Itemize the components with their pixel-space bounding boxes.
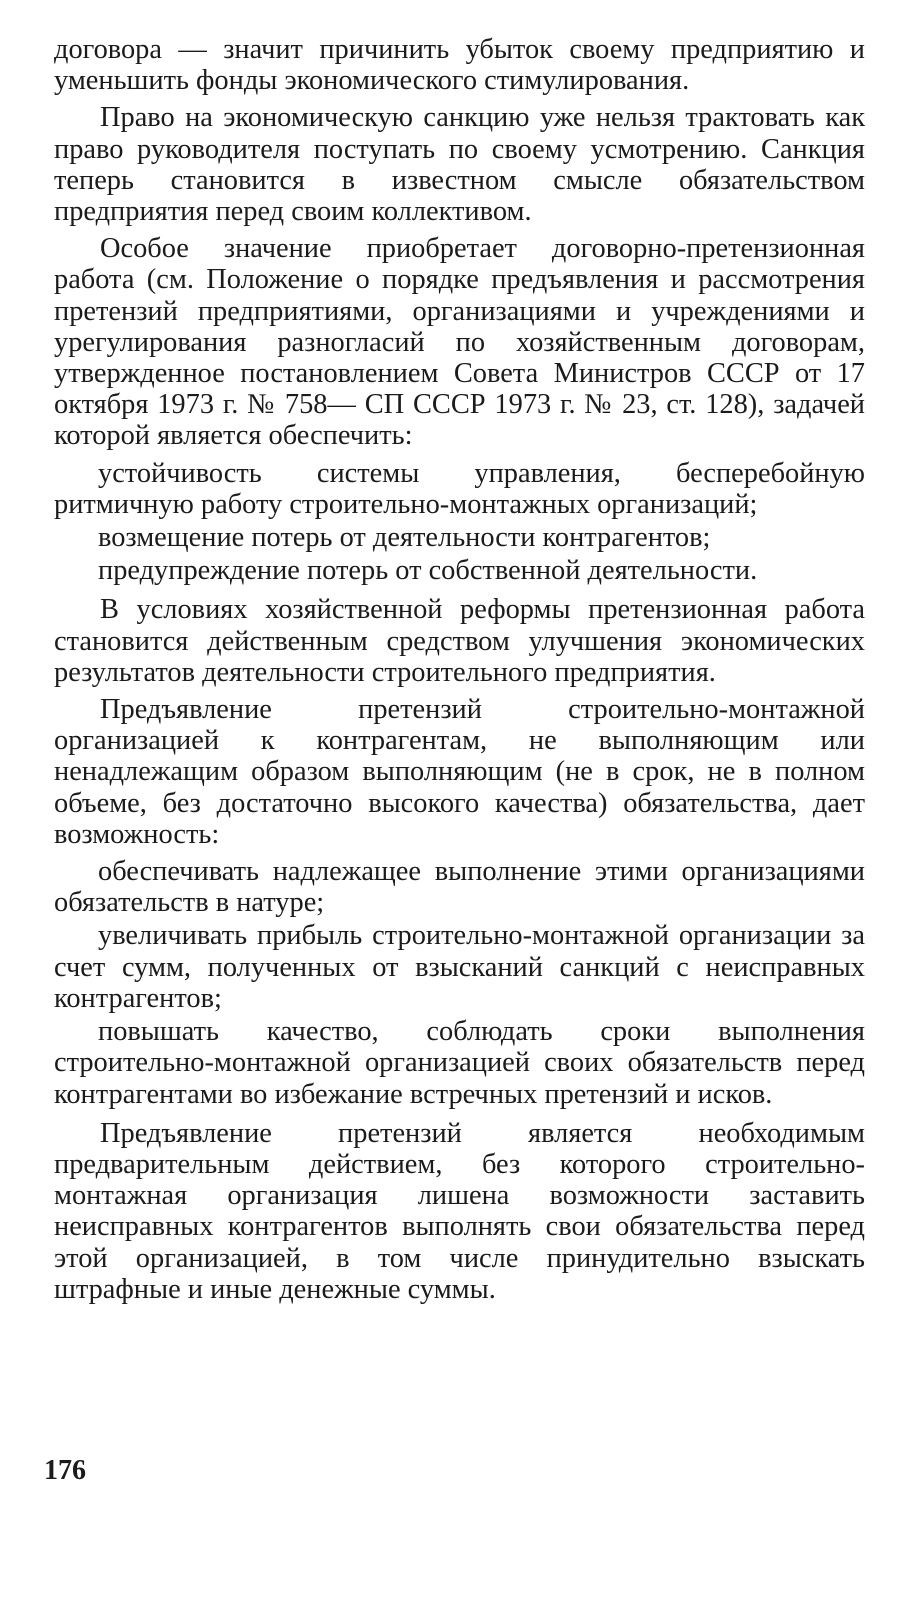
list-item-quality: повышать качество, соблюдать сроки выполнения строительно-монтажной организацией своих обязательств перед контрагентами во избежание встречных претензий и исков. (54, 1016, 865, 1110)
paragraph-claims-work: Особое значение приобретает договорно-претензионная работа (см. Положение о порядке предъявления и рассмотрения претензий предприятиями, организациями и учреждениями и урегулирования разногласий по хозяйственным договорам, утвержденное постановлением Совета Министров СССР от 17 октября 1973 г. № 758— СП СССР 1973 г. № 23, ст. 128), задачей которой является обеспечить: (54, 233, 865, 452)
page-number: 176 (44, 1455, 86, 1486)
list-item-prevention: предупреждение потерь от собственной деятельности. (98, 555, 758, 587)
paragraph-necessity: Предъявление претензий является необходимым предварительным действием, без которого строительно-монтажная организация лишена возможности заставить неисправных контрагентов выполнять свои обязательства перед этой организацией, в том числе принудительно взыскать штрафные и иные денежные суммы. (54, 1117, 865, 1305)
list-item-profit: увеличивать прибыль строительно-монтажной организации за счет сумм, полученных от взысканий санкций с неисправных контрагентов; (54, 920, 865, 1014)
paragraph-continuation: договора — значит причинить убыток своему предприятию и уменьшить фонды экономического стимулирования. (54, 34, 865, 97)
paragraph-claims-presentation: Предъявление претензий строительно-монтажной организацией к контрагентам, не выполняющим или ненадлежащим образом выполняющим (не в срок, не в полном объеме, без достаточно высокого качества) обязательства, дает возможность: (54, 694, 865, 850)
list-item-compensation: возмещение потерь от деятельности контрагентов; (98, 522, 711, 554)
paragraph-sanction-right: Право на экономическую санкцию уже нельзя трактовать как право руководителя поступать по своему усмотрению. Санкция теперь становится в известном смысле обязательством предприятия перед своим коллективом. (54, 102, 865, 228)
list-item-stability: устойчивость системы управления, бесперебойную ритмичную работу строительно-монтажных организаций; (54, 457, 865, 520)
paragraph-reform: В условиях хозяйственной реформы претензионная работа становится действенным средством улучшения экономических результатов деятельности строительного предприятия. (54, 594, 865, 688)
list-item-fulfillment: обеспечивать надлежащее выполнение этими организациями обязательств в натуре; (54, 856, 865, 919)
